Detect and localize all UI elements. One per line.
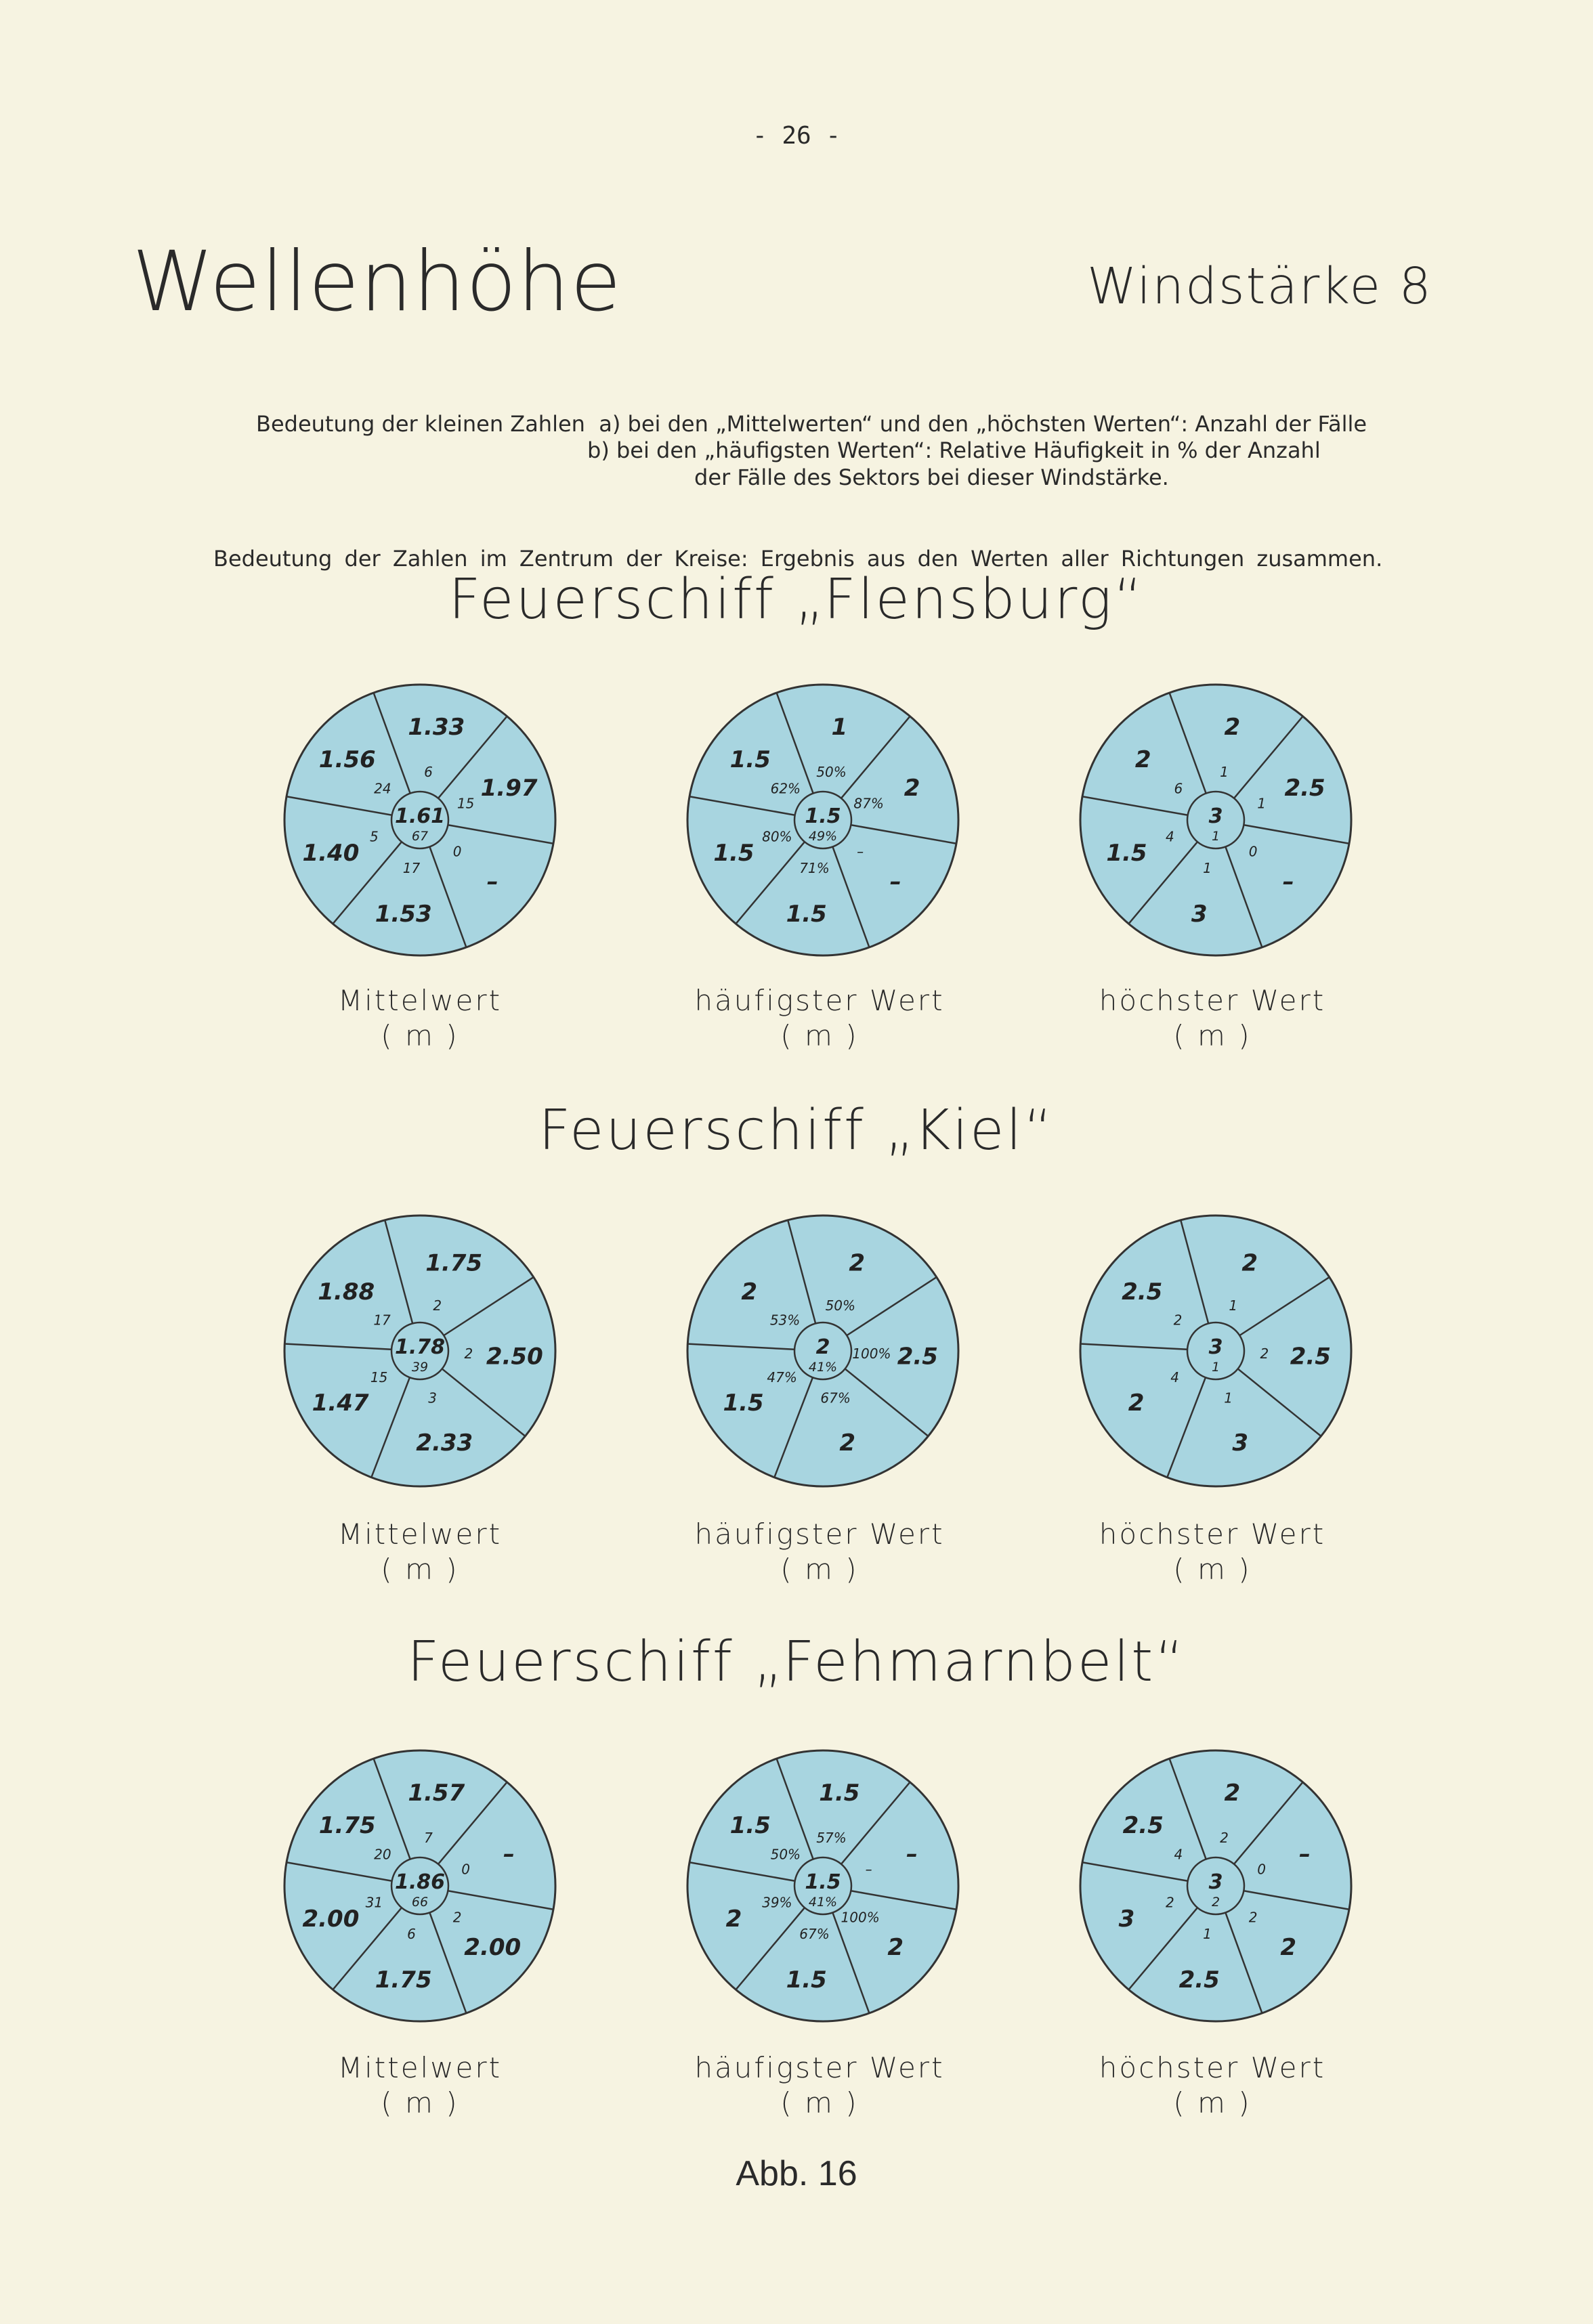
sector-count: 0 <box>461 1861 471 1878</box>
sector-value: 1.5 <box>713 839 755 867</box>
sector-count: 1 <box>1229 1297 1238 1314</box>
sector-count: 1 <box>1257 795 1267 812</box>
sector-count: 24 <box>374 780 391 797</box>
sector-value: 2.5 <box>897 1343 938 1371</box>
center-value: 1.86 <box>394 1870 446 1894</box>
center-value: 1.78 <box>394 1335 446 1359</box>
sector-count: 1 <box>1224 1390 1233 1406</box>
sector-value: 1.75 <box>318 1812 376 1840</box>
sector-value: 1.56 <box>318 746 376 774</box>
sector-value: 3 <box>1232 1429 1249 1457</box>
sector-value: 2 <box>849 1249 866 1277</box>
caption-unit: ( m ) <box>780 1553 859 1586</box>
sector-value: 3 <box>1118 1905 1135 1933</box>
sector-count: 20 <box>374 1846 391 1863</box>
legend-line-b2: der Fälle des Sektors bei dieser Windstärke. <box>694 465 1169 490</box>
sector-count: 50% <box>816 764 847 781</box>
center-count: 66 <box>411 1895 429 1910</box>
page-title: Wellenhöhe <box>132 234 622 330</box>
sector-value: 1.47 <box>312 1390 369 1417</box>
caption-title: höchster Wert <box>1099 1518 1326 1551</box>
center-value: 3 <box>1208 1870 1223 1894</box>
caption-unit: ( m ) <box>381 2086 459 2119</box>
sector-count: 2 <box>1220 1830 1229 1847</box>
sector-value: 2.5 <box>1178 1966 1220 1994</box>
sector-count: 6 <box>1174 780 1183 797</box>
center-value: 3 <box>1208 1335 1223 1359</box>
page-subtitle: Windstärke 8 <box>1087 257 1432 316</box>
sector-value: 1.5 <box>723 1390 764 1417</box>
sector-value: 1.5 <box>729 746 771 774</box>
sector-value: 2 <box>1241 1249 1258 1277</box>
sector-count: 15 <box>370 1369 388 1386</box>
sector-value: 2.33 <box>416 1429 473 1457</box>
sector-count: 100% <box>852 1345 891 1362</box>
sector-count: 47% <box>767 1369 797 1386</box>
sector-value: 2.00 <box>302 1905 360 1933</box>
sector-count: 2 <box>1260 1345 1269 1362</box>
sector-value: 3 <box>1191 900 1208 928</box>
sector-value: – <box>1282 867 1294 895</box>
sector-value: 1.40 <box>302 839 360 867</box>
sector-count: 2 <box>464 1345 473 1362</box>
center-value: 1.61 <box>394 804 446 828</box>
legend-line-a: Bedeutung der kleinen Zahlen a) bei den „Mittelwerten“ und den „höchsten Werten“: Anzahl der Fälle <box>256 411 1367 437</box>
sector-value: 2.00 <box>464 1933 522 1961</box>
sector-value: 2 <box>1224 714 1241 741</box>
center-value: 1.5 <box>805 804 841 828</box>
center-count: 41% <box>808 1360 838 1375</box>
sector-count: – <box>857 843 864 860</box>
sector-count: 53% <box>769 1312 801 1329</box>
sector-count: – <box>865 1861 872 1878</box>
caption-title: höchster Wert <box>1099 984 1326 1017</box>
center-value: 1.5 <box>805 1870 841 1894</box>
sector-count: 2 <box>452 1909 462 1926</box>
sector-value: 1 <box>831 714 848 741</box>
sector-count: 67% <box>820 1390 851 1406</box>
sector-count: 1 <box>1220 764 1229 781</box>
sector-count: 0 <box>452 843 462 860</box>
sector-value: 1.33 <box>408 714 465 741</box>
station-title-kiel: Feuerschiff „Kiel“ <box>538 1098 1055 1163</box>
sector-value: 1.5 <box>786 900 827 928</box>
sector-value: 1.5 <box>1106 839 1147 867</box>
sector-count: 80% <box>762 828 792 845</box>
sector-value: 2.5 <box>1122 1812 1164 1840</box>
legend-line-b: b) bei den „häufigsten Werten“: Relative Häufigkeit in % der Anzahl <box>587 437 1321 463</box>
sector-value: 1.88 <box>318 1278 375 1306</box>
sector-value: 2.5 <box>1122 1278 1163 1306</box>
center-count: 49% <box>808 829 838 844</box>
sector-value: – <box>1299 1841 1311 1868</box>
center-count: 2 <box>1211 1895 1220 1910</box>
sector-count: 4 <box>1170 1369 1179 1386</box>
sector-count: 67% <box>799 1925 830 1942</box>
sector-count: 7 <box>424 1830 433 1847</box>
sector-count: 39% <box>762 1894 792 1911</box>
sector-value: 1.75 <box>375 1966 432 1994</box>
center-count: 41% <box>808 1895 838 1910</box>
center-count: 1 <box>1211 1360 1220 1375</box>
center-count: 67 <box>411 829 429 844</box>
sector-count: 50% <box>825 1297 856 1314</box>
caption-title: Mittelwert <box>337 2051 503 2084</box>
figure-label: Abb. 16 <box>736 2154 857 2193</box>
sector-count: 31 <box>365 1894 383 1911</box>
sector-count: 0 <box>1257 1861 1267 1878</box>
sector-count: 17 <box>373 1312 391 1329</box>
sector-count: 2 <box>1165 1894 1174 1911</box>
sector-value: 1.5 <box>819 1780 860 1807</box>
caption-unit: ( m ) <box>780 2086 859 2119</box>
sector-value: 2 <box>839 1429 856 1457</box>
sector-count: 2 <box>433 1297 442 1314</box>
sector-value: – <box>486 867 498 895</box>
sector-count: 15 <box>456 795 475 812</box>
sector-value: 2.50 <box>486 1343 543 1371</box>
sector-value: 1.57 <box>408 1780 465 1807</box>
caption-unit: ( m ) <box>381 1553 459 1586</box>
sector-value: 2 <box>1134 746 1151 774</box>
sector-count: 0 <box>1248 843 1258 860</box>
caption-title: häufigster Wert <box>694 984 945 1017</box>
page-number: - 26 - <box>752 122 841 150</box>
sector-value: 1.75 <box>425 1249 483 1277</box>
sector-count: 50% <box>770 1846 801 1863</box>
station-title-flensburg: Feuerschiff „Flensburg“ <box>448 567 1145 632</box>
caption-unit: ( m ) <box>780 1019 859 1052</box>
sector-value: 2 <box>887 1933 904 1961</box>
caption-title: häufigster Wert <box>694 2051 945 2084</box>
sector-count: 6 <box>407 1925 416 1942</box>
sector-count: 2 <box>1173 1312 1183 1329</box>
sector-value: – <box>503 1841 515 1868</box>
caption-unit: ( m ) <box>1173 1553 1252 1586</box>
sector-count: 17 <box>402 859 421 876</box>
legend-line-c: Bedeutung der Zahlen im Zentrum der Kreise: Ergebnis aus den Werten aller Richtungen zusammen. <box>213 546 1383 572</box>
sector-value: 2 <box>741 1278 758 1306</box>
sector-value: 2 <box>725 1905 742 1933</box>
sector-value: 2.5 <box>1284 775 1325 802</box>
sector-count: 62% <box>770 780 801 797</box>
sector-count: 71% <box>799 859 830 876</box>
sector-value: 2 <box>1280 1933 1297 1961</box>
sector-count: 57% <box>816 1830 847 1847</box>
caption-unit: ( m ) <box>1173 1019 1252 1052</box>
sector-value: 2.5 <box>1290 1343 1331 1371</box>
center-value: 2 <box>815 1335 830 1359</box>
caption-title: häufigster Wert <box>694 1518 945 1551</box>
sector-value: 2 <box>1128 1390 1145 1417</box>
caption-title: Mittelwert <box>337 1518 503 1551</box>
caption-title: höchster Wert <box>1099 2051 1326 2084</box>
sector-value: – <box>889 867 901 895</box>
sector-count: 2 <box>1248 1909 1258 1926</box>
caption-title: Mittelwert <box>337 984 503 1017</box>
center-value: 3 <box>1208 804 1223 828</box>
sector-count: 4 <box>1165 828 1174 845</box>
sector-count: 4 <box>1174 1846 1183 1863</box>
caption-unit: ( m ) <box>1173 2086 1252 2119</box>
sector-count: 5 <box>369 828 379 845</box>
sector-count: 100% <box>841 1909 880 1926</box>
caption-unit: ( m ) <box>381 1019 459 1052</box>
sector-value: – <box>906 1841 918 1868</box>
center-count: 39 <box>411 1360 429 1375</box>
sector-value: 1.53 <box>375 900 432 928</box>
sector-value: 1.5 <box>786 1966 827 1994</box>
center-count: 1 <box>1211 829 1220 844</box>
sector-count: 3 <box>428 1390 438 1406</box>
sector-count: 1 <box>1203 859 1212 876</box>
sector-value: 2 <box>1224 1780 1241 1807</box>
sector-value: 1.97 <box>480 775 538 802</box>
sector-count: 1 <box>1203 1925 1212 1942</box>
sector-value: 1.5 <box>729 1812 771 1840</box>
sector-count: 87% <box>853 795 884 812</box>
sector-count: 6 <box>424 764 433 781</box>
sector-value: 2 <box>904 775 920 802</box>
station-title-fehmarnbelt: Feuerschiff „Fehmarnbelt“ <box>407 1630 1186 1694</box>
